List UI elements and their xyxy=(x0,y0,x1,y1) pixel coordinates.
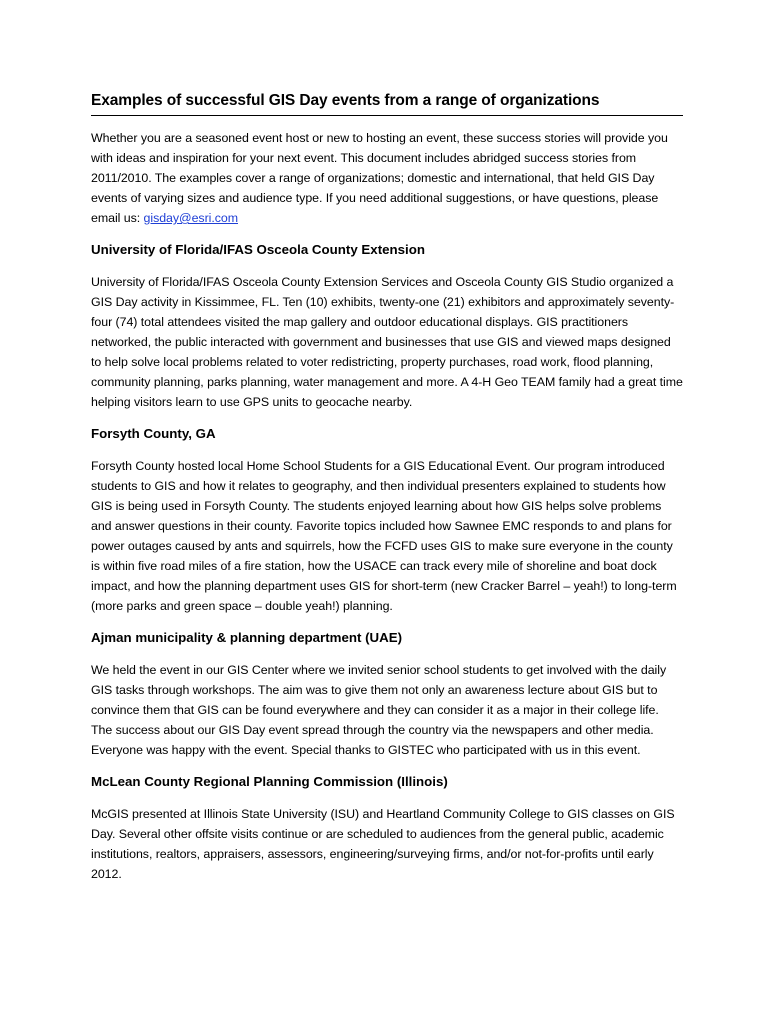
page-title: Examples of successful GIS Day events from a range of organizations xyxy=(91,92,683,116)
section-heading: McLean County Regional Planning Commission (Illinois) xyxy=(91,774,448,789)
section-ajman-municipality xyxy=(91,628,683,760)
intro-text: Whether you are a seasoned event host or new to hosting an event, these success stories will provide you with ideas and inspiration for your next event. This document includes abridged success stories from 2011/2010. The examples cover a range of organizations; domestic and international, that held GIS Day events of varying sizes and audience type. If you need additional suggestions, or have questions, please email us: xyxy=(91,131,668,225)
email-link[interactable]: gisday@esri.com xyxy=(143,211,238,225)
section-heading: University of Florida/IFAS Osceola County Extension xyxy=(91,242,425,257)
section-university-of-florida xyxy=(91,240,683,412)
document-page xyxy=(91,92,683,884)
section-body: University of Florida/IFAS Osceola County Extension Services and Osceola County GIS Studio organized a GIS Day activity in Kissimmee, FL. Ten (10) exhibits, twenty-one (21) exhibitors and approximately seventy-four (74) total attendees visited the map gallery and outdoor educational displays. GIS practitioners networked, the public interacted with government and businesses that use GIS and viewed maps designed to help solve local problems related to voter redistricting, property purchases, road work, flood planning, community planning, parks planning, water management and more. A 4-H Geo TEAM family had a great time helping visitors learn to use GPS units to geocache nearby. xyxy=(91,275,683,409)
section-mclean-county xyxy=(91,772,683,884)
section-heading: Ajman municipality & planning department (UAE) xyxy=(91,630,403,645)
section-forsyth-county xyxy=(91,424,683,616)
section-body: Forsyth County hosted local Home School Students for a GIS Educational Event. Our program introduced students to GIS and how it relates to geography, and then individual presenters explained to students how GIS is being used in Forsyth County. The students enjoyed learning about how GIS helps solve problems and answer questions in their county. Favorite topics included how Sawnee EMC responds to and plans for power outages caused by ants and squirrels, how the FCFD uses GIS to make sure everyone in the county is within five road miles of a fire station, how the USACE can track every mile of shoreline and boat dock impact, and how the planning department uses GIS for short-term (new Cracker Barrel – yeah!) to long-term (more parks and green space – double yeah!) planning. xyxy=(91,459,677,613)
section-body: McGIS presented at Illinois State University (ISU) and Heartland Community College to GIS classes on GIS Day. Several other offsite visits continue or are scheduled to audiences from the general public, academic institutions, realtors, appraisers, assessors, engineering/surveying firms, and/or not-for-profits until early 2012. xyxy=(91,807,675,881)
section-body: We held the event in our GIS Center where we invited senior school students to get involved with the daily GIS tasks through workshops. The aim was to give them not only an awareness lecture about GIS but to convince them that GIS can be found everywhere and they can consider it as a major in their college life. The success about our GIS Day event spread through the country via the newspapers and other media. Everyone was happy with the event. Special thanks to GISTEC who participated with us in this event. xyxy=(91,663,667,757)
section-heading: Forsyth County, GA xyxy=(91,426,216,441)
intro-paragraph xyxy=(91,128,683,228)
